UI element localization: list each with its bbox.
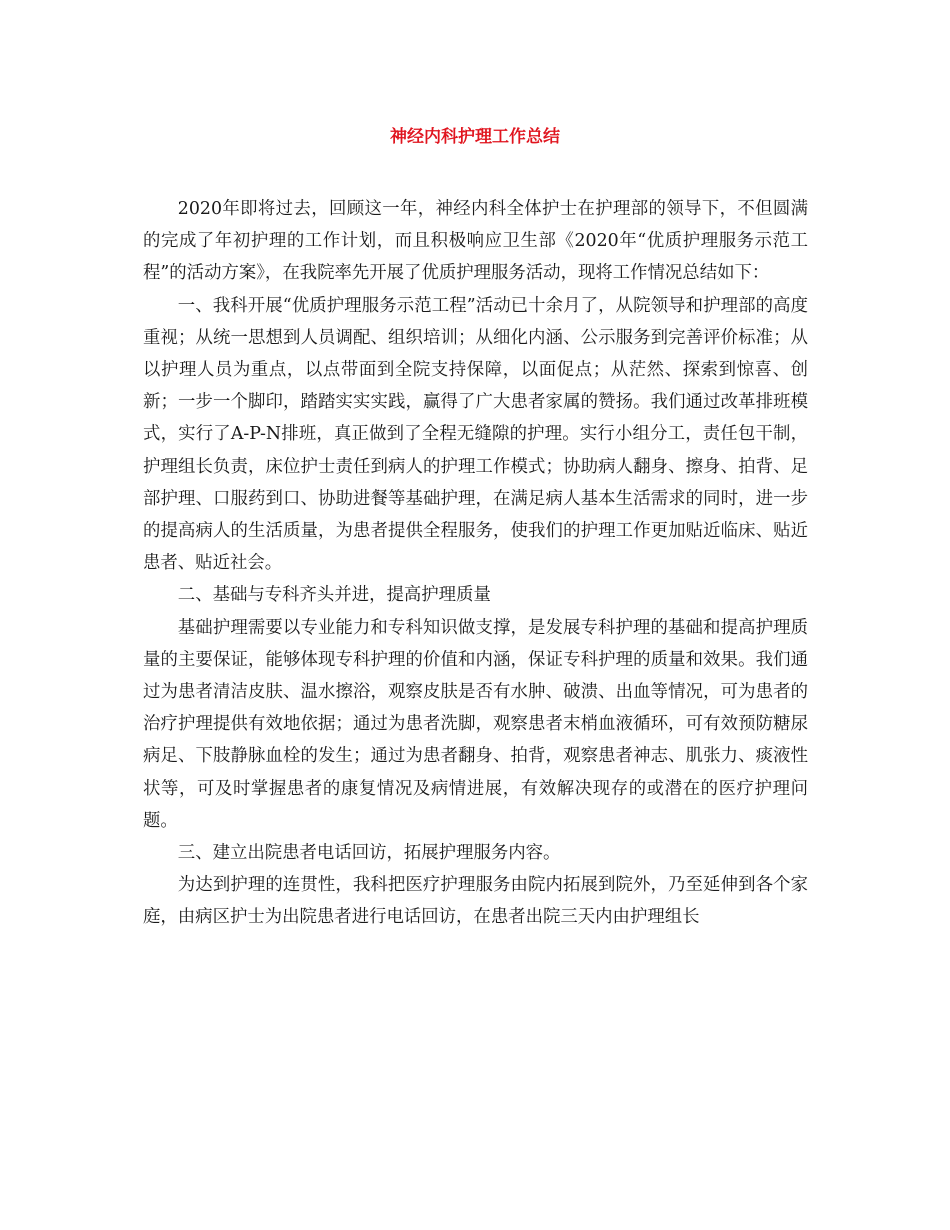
paragraph-intro: 2020年即将过去，回顾这一年，神经内科全体护士在护理部的领导下，不但圆满的完成了年初护理的工作计划，而且积极响应卫生部《2020年“优质护理服务示范工程”的活动方案》，在我院率先开展了优质护理服务活动，现将工作情况总结如下： [143,199,808,284]
paragraph-section-three: 为达到护理的连贯性，我科把医疗护理服务由院内拓展到院外，乃至延伸到各个家庭，由病区护士为出院患者进行电话回访，在患者出院三天内由护理组长 [143,875,808,928]
document-body [143,193,808,934]
document-title: 神经内科护理工作总结 [390,127,560,147]
paragraph-section-one: 一、我科开展“优质护理服务示范工程”活动已十余月了，从院领导和护理部的高度重视；从统一思想到人员调配、组织培训；从细化内涵、公示服务到完善评价标准；从以护理人员为重点，以点带面到全院支持保障，以面促点；从茫然、探索到惊喜、创新；一步一个脚印，踏踏实实实践，赢得了广大患者家属的赞扬。我们通过改革排班模式，实行了A-P-N排班，真正做到了全程无缝隙的护理。实行小组分工，责任包干制，护理组长负责，床位护士责任到病人的护理工作模式；协助病人翻身、擦身、拍背、足部护理、口服药到口、协助进餐等基础护理，在满足病人基本生活需求的同时，进一步的提高病人的生活质量，为患者提供全程服务，使我们的护理工作更加贴近临床、贴近患者、贴近社会。 [143,295,808,574]
section-heading-two: 二、基础与专科齐头并进，提高护理质量 [177,585,491,606]
paragraph-section-two: 基础护理需要以专业能力和专科知识做支撑，是发展专科护理的基础和提高护理质量的主要保证，能够体现专科护理的价值和内涵，保证专科护理的质量和效果。我们通过为患者清洁皮肤、温水擦浴，观察皮肤是否有水肿、破溃、出血等情况，可为患者的治疗护理提供有效地依据；通过为患者洗脚，观察患者末梢血液循环，可有效预防糖尿病足、下肢静脉血栓的发生；通过为患者翻身、拍背，观察患者神志、肌张力、痰液性状等，可及时掌握患者的康复情况及病情进展，有效解决现存的或潜在的医疗护理问题。 [143,617,808,831]
section-heading-three: 三、建立出院患者电话回访，拓展护理服务内容。 [177,843,561,864]
